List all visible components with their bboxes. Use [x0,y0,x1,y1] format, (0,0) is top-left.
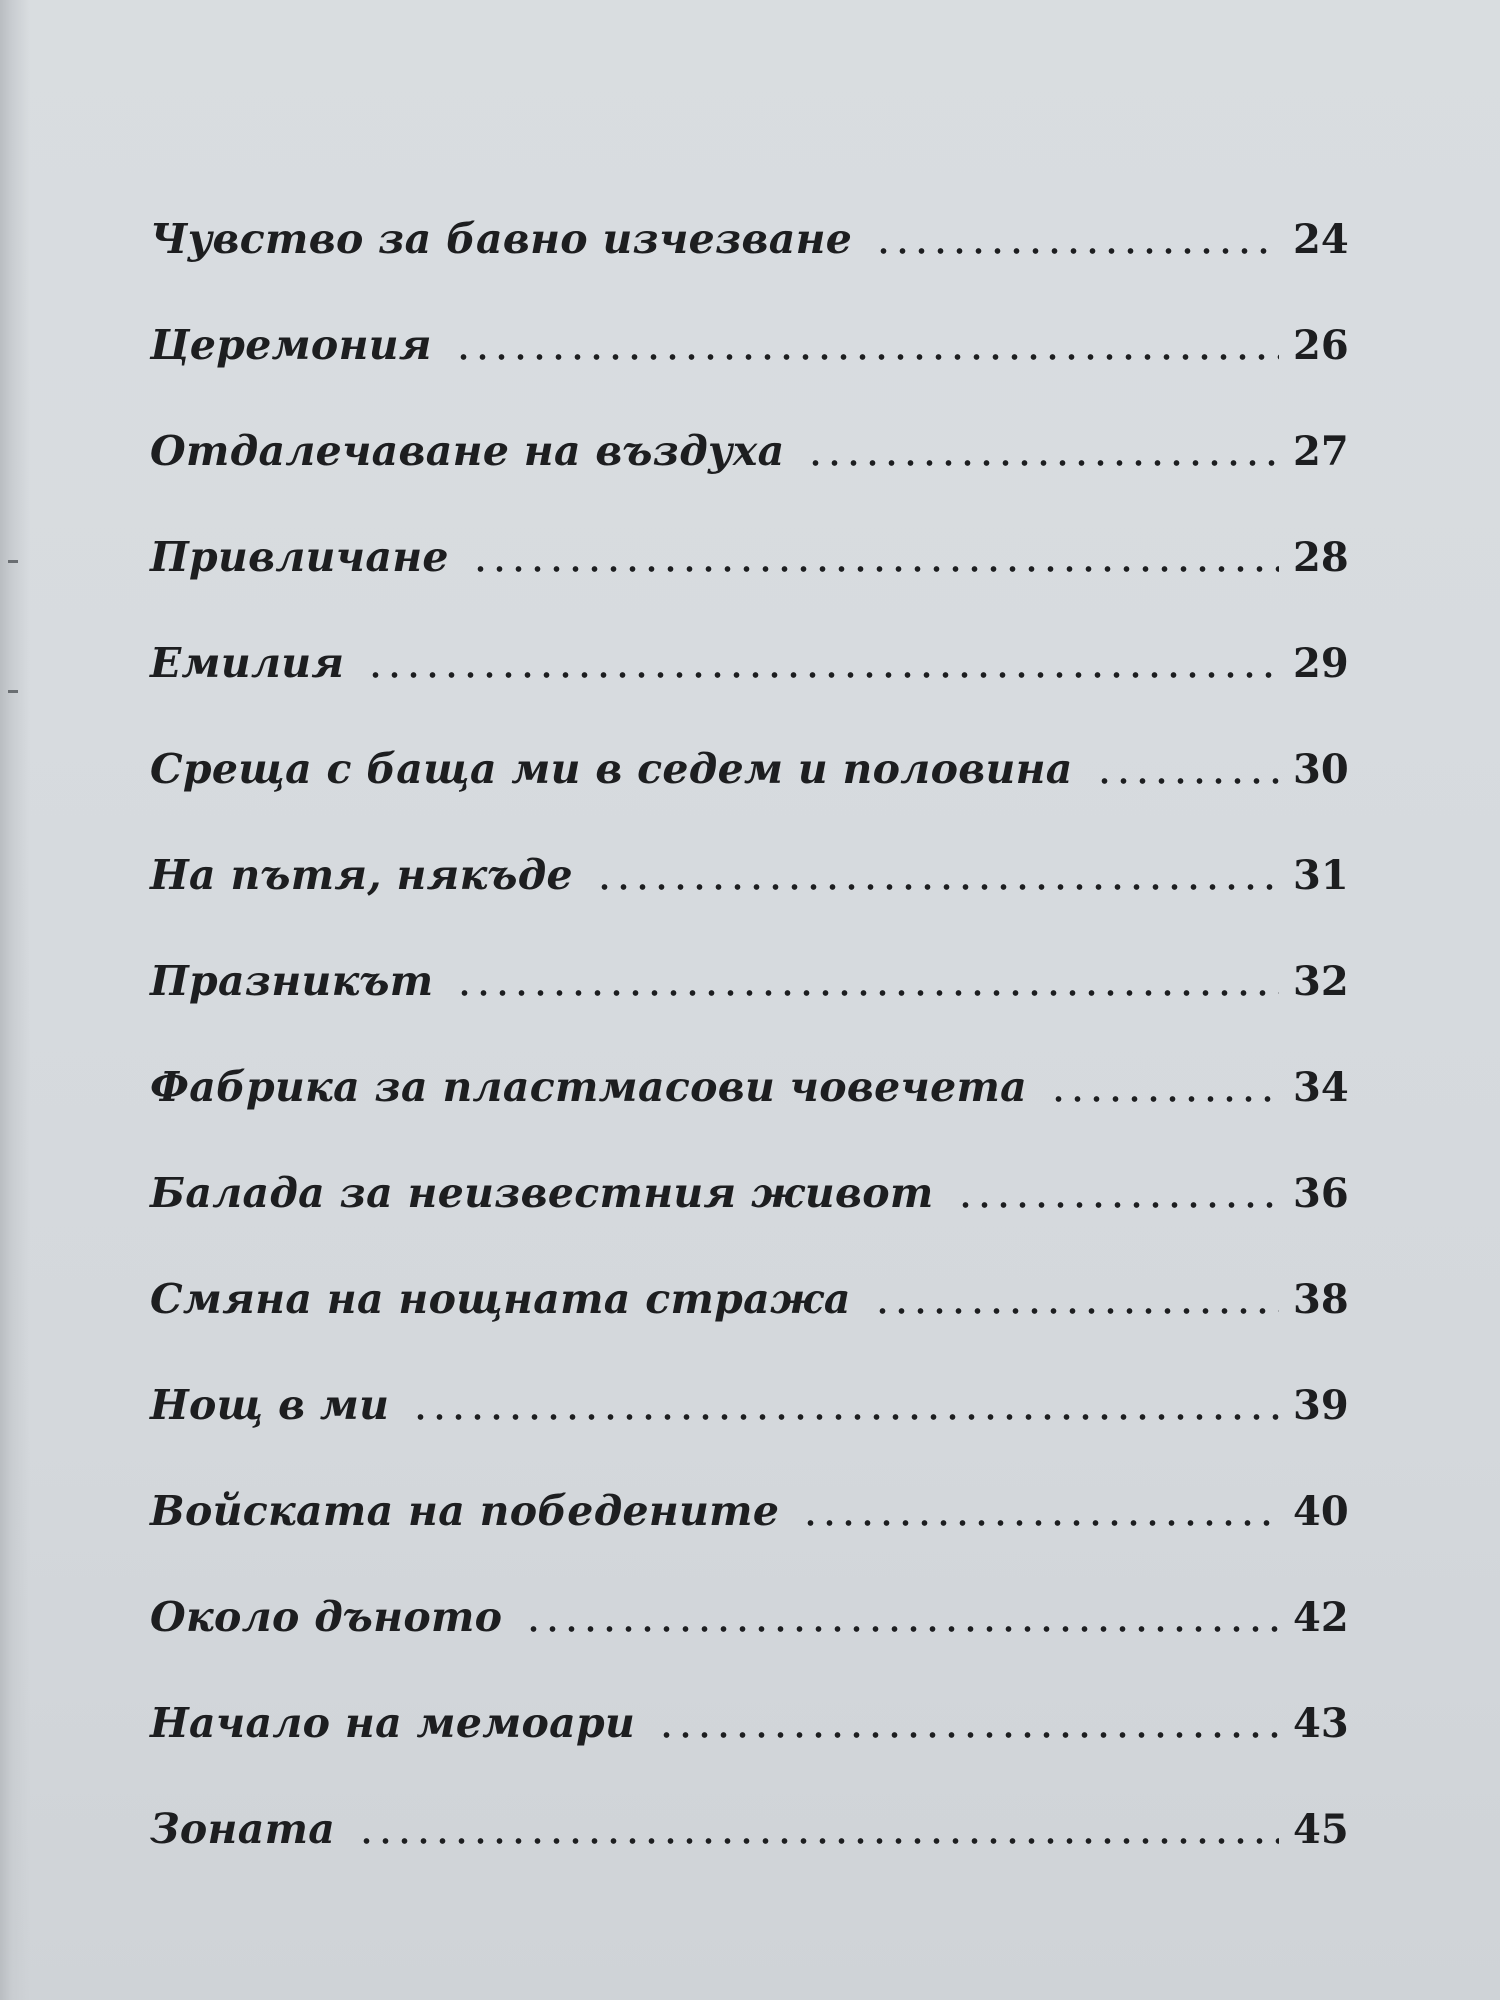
toc-entry[interactable] [150,1568,1349,1641]
toc-entry-page: 31 [1293,852,1349,899]
dot-leader [806,460,1279,466]
toc-entry-title: Зоната [150,1805,336,1853]
dot-leader [1095,778,1279,784]
toc-entry[interactable] [150,402,1349,475]
toc-entry[interactable] [150,1462,1349,1535]
toc-entry-title: Смяна на нощната стража [150,1275,851,1323]
dot-leader [454,354,1279,360]
dot-leader [1049,1096,1279,1102]
toc-entry-title: Начало на мемоари [150,1699,636,1747]
toc-entry[interactable] [150,614,1349,687]
toc-entry-page: 26 [1293,322,1349,369]
toc-entry-page: 42 [1293,1594,1349,1641]
toc-entry-title: Нощ в ми [150,1381,390,1429]
toc-entry[interactable] [150,1356,1349,1429]
toc-entry-title: Среща с баща ми в седем и половина [150,745,1073,793]
toc-entry-page: 39 [1293,1382,1349,1429]
dot-leader [874,248,1279,254]
toc-entry[interactable] [150,826,1349,899]
toc-entry-page: 30 [1293,746,1349,793]
toc-entry[interactable] [150,1674,1349,1747]
dot-leader [357,1838,1279,1844]
toc-entry-title: Празникът [150,957,434,1005]
toc-entry[interactable] [150,932,1349,1005]
dot-leader [366,672,1279,678]
toc-entry[interactable] [150,296,1349,369]
dot-leader [524,1626,1279,1632]
toc-entry-page: 34 [1293,1064,1349,1111]
toc-entry-title: Отдалечаване на въздуха [150,427,785,475]
toc-entry[interactable] [150,508,1349,581]
page-edge-mark [8,690,18,693]
dot-leader [455,990,1279,996]
toc-entry-page: 27 [1293,428,1349,475]
dot-leader [873,1308,1279,1314]
toc-entry-title: Войската на победените [150,1487,780,1535]
toc-entry-title: Чувство за бавно изчезване [150,215,853,263]
dot-leader [471,566,1279,572]
toc-entry-page: 40 [1293,1488,1349,1535]
toc-entry-title: Фабрика за пластмасови човечета [150,1063,1028,1111]
dot-leader [411,1414,1279,1420]
toc-entry[interactable] [150,1780,1349,1853]
toc-entry-title: Балада за неизвестния живот [150,1169,934,1217]
dot-leader [595,884,1279,890]
toc-entry-page: 29 [1293,640,1349,687]
toc-entry-title: Привличане [150,533,449,581]
toc-entry-page: 43 [1293,1700,1349,1747]
toc-entry-page: 28 [1293,534,1349,581]
toc-entry[interactable] [150,720,1349,793]
dot-leader [657,1732,1279,1738]
dot-leader [956,1202,1279,1208]
toc-entry-title: На пътя, някъде [150,851,573,899]
page-edge-mark [8,560,18,563]
toc-entry-page: 45 [1293,1806,1349,1853]
toc-entry-page: 32 [1293,958,1349,1005]
toc-entry-title: Емилия [150,639,345,687]
toc-entry[interactable] [150,1038,1349,1111]
toc-entry[interactable] [150,190,1349,263]
toc-entry-page: 38 [1293,1276,1349,1323]
toc-entry-page: 36 [1293,1170,1349,1217]
toc-entry[interactable] [150,1250,1349,1323]
toc-entry-title: Около дъното [150,1593,503,1641]
page-gutter-shadow [0,0,30,2000]
dot-leader [801,1520,1279,1526]
toc-entry[interactable] [150,1144,1349,1217]
toc-entry-title: Церемония [150,321,432,369]
toc-entry-page: 24 [1293,216,1349,263]
